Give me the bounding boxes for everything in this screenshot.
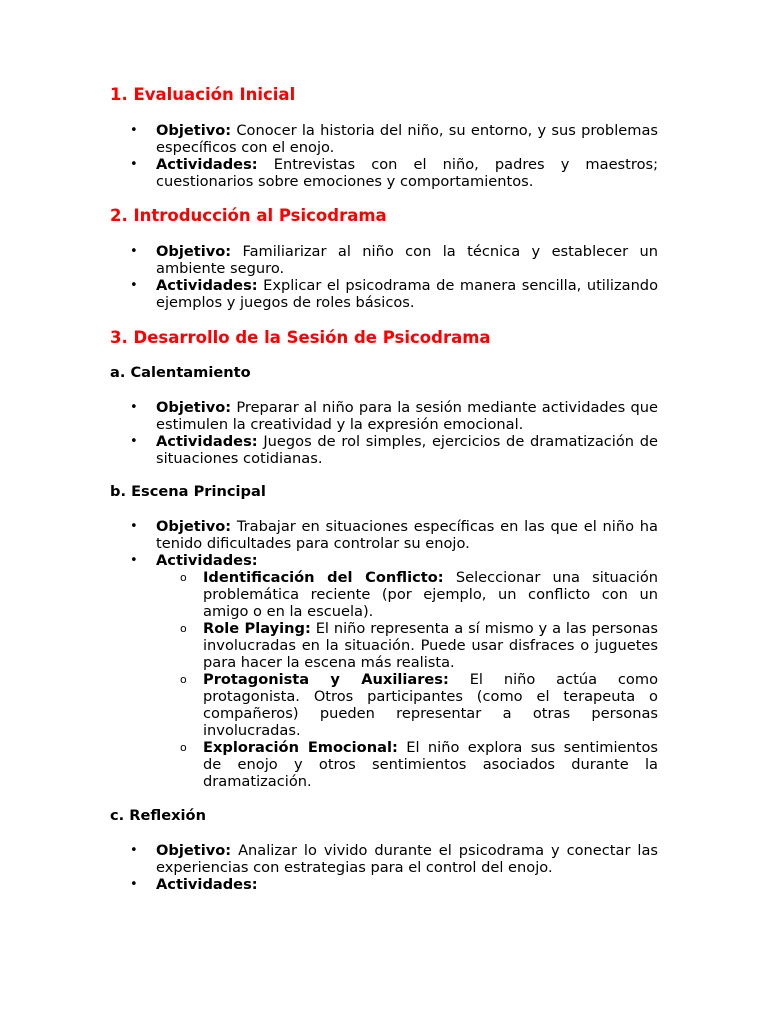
subsection-b-heading: b. Escena Principal (110, 483, 266, 500)
sub-item-text: El niño explora sus sentimientos de enojo y otros sentimientos asociados durante la dramatización. (203, 739, 659, 790)
subsection-c-list (110, 842, 658, 893)
item-label: Actividades: (156, 277, 258, 294)
sub-item-label: Identificación del Conflicto: (203, 569, 444, 586)
item-label: Objetivo: (156, 243, 232, 260)
list-item (110, 876, 658, 893)
section-2-list (110, 243, 658, 311)
list-item (110, 243, 658, 277)
item-label: Actividades: (156, 876, 258, 893)
list-item (110, 552, 658, 790)
sub-list-item (156, 569, 658, 620)
item-text: Familiarizar al niño con la técnica y establecer un ambiente seguro. (156, 243, 659, 277)
item-text: Explicar el psicodrama de manera sencilla, utilizando ejemplos y juegos de roles básicos. (156, 277, 659, 311)
item-text: Trabajar en situaciones específicas en las que el niño ha tenido dificultades para controlar su enojo. (156, 518, 658, 552)
sub-list-item (156, 620, 658, 671)
section-1-heading: 1. Evaluación Inicial (110, 85, 296, 104)
section-3-heading: 3. Desarrollo de la Sesión de Psicodrama (110, 328, 491, 347)
section-2-heading: 2. Introducción al Psicodrama (110, 206, 387, 225)
item-label: Objetivo: (156, 399, 232, 416)
item-text: Analizar lo vivido durante el psicodrama y conectar las experiencias con estrategias para el control del enojo. (156, 842, 659, 876)
list-item (110, 433, 658, 467)
item-label: Objetivo: (156, 518, 232, 535)
item-text: Conocer la historia del niño, su entorno, y sus problemas específicos con el enojo. (156, 122, 658, 156)
list-item (110, 399, 658, 433)
item-label: Actividades: (156, 433, 258, 450)
sub-list (156, 569, 658, 790)
subsection-c-heading: c. Reflexión (110, 807, 206, 824)
sub-item-label: Protagonista y Auxiliares: (203, 671, 449, 688)
sub-item-text: Seleccionar una situación problemática reciente (por ejemplo, un conflicto con un amigo o en la escuela). (203, 569, 659, 620)
subsection-a-heading: a. Calentamiento (110, 364, 251, 381)
item-label: Actividades: (156, 156, 258, 173)
list-item (110, 156, 658, 190)
sub-item-label: Role Playing: (203, 620, 311, 637)
sub-item-text: El niño representa a sí mismo y a las personas involucradas en la situación. Puede usar disfraces o juguetes para hacer la escena más realista. (203, 620, 659, 671)
sub-list-item (156, 671, 658, 739)
sub-item-text: El niño actúa como protagonista. Otros participantes (como el terapeuta o compañeros) pueden representar a otras personas involucradas. (203, 671, 659, 739)
item-text: Entrevistas con el niño, padres y maestros; cuestionarios sobre emociones y comportamientos. (156, 156, 659, 190)
subsection-a-list (110, 399, 658, 467)
sub-item-label: Exploración Emocional: (203, 739, 398, 756)
item-text: Juegos de rol simples, ejercicios de dramatización de situaciones cotidianas. (156, 433, 659, 467)
list-item (110, 122, 658, 156)
list-item (110, 277, 658, 311)
item-label: Objetivo: (156, 122, 232, 139)
item-label: Actividades: (156, 552, 258, 569)
item-label: Objetivo: (156, 842, 232, 859)
item-text: Preparar al niño para la sesión mediante actividades que estimulen la creatividad y la expresión emocional. (156, 399, 658, 433)
section-1-list (110, 122, 658, 190)
subsection-b-list (110, 518, 658, 790)
list-item (110, 518, 658, 552)
sub-list-item (156, 739, 658, 790)
list-item (110, 842, 658, 876)
